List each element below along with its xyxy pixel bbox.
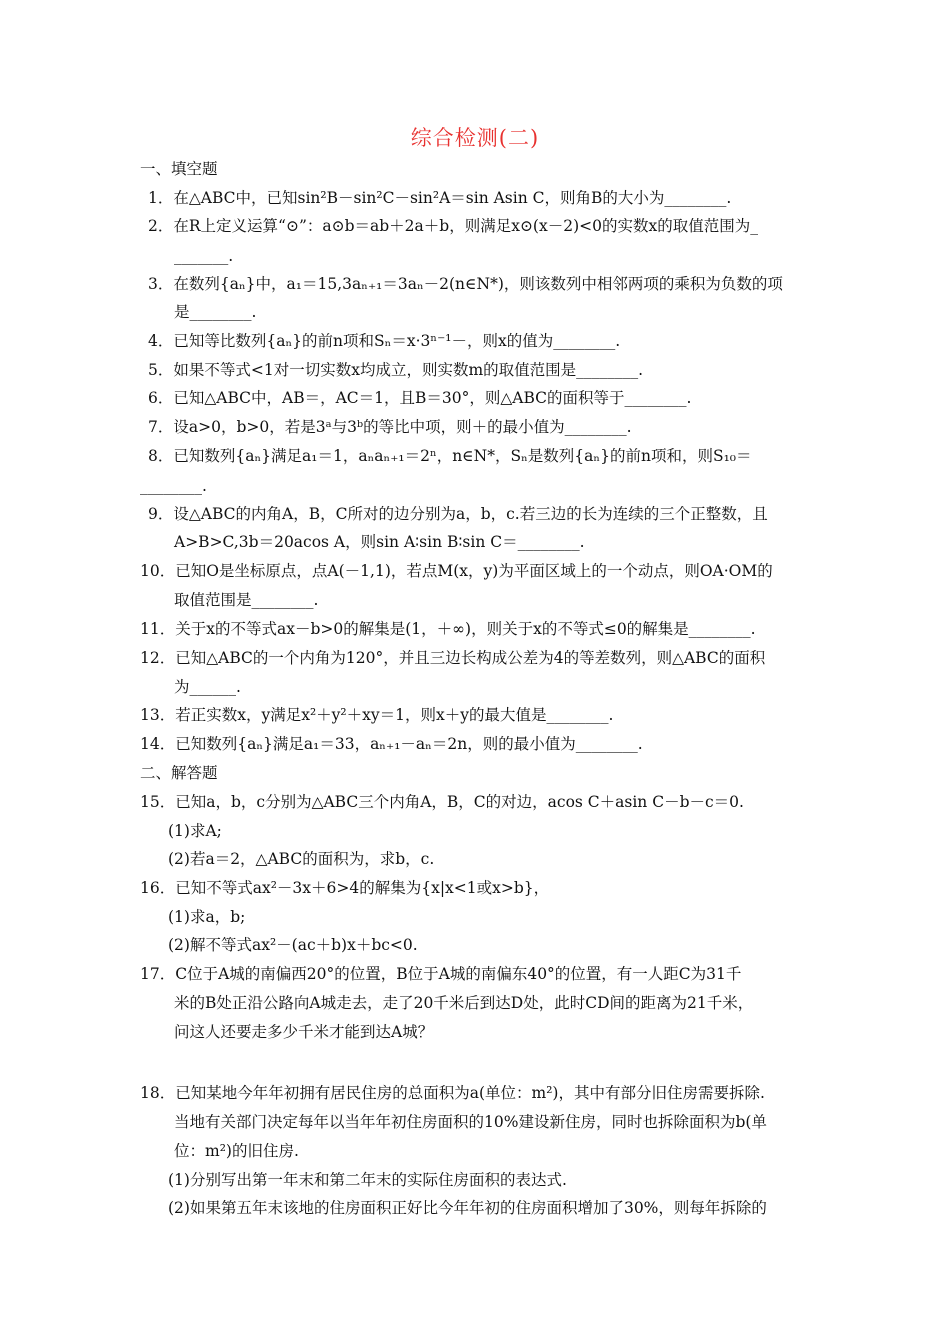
text-line-sec1: 一、填空题 [140,160,218,178]
text-line-q18e: (2)如果第五年末该地的住房面积正好比今年年初的住房面积增加了30%，则每年拆除的 [168,1199,767,1217]
text-line-q9b: A>B>C,3b＝20acos A，则sin A∶sin B∶sin C＝________. [174,533,585,551]
text-line-q3b: 是________. [174,303,257,321]
text-line-q8: 8．已知数列{aₙ}满足a₁＝1，aₙaₙ₊₁＝2ⁿ，n∈N*，Sₙ是数列{aₙ}的前n项和，则S₁₀＝ [148,447,752,465]
text-line-q1: 1．在△ABC中，已知sin²B－sin²C－sin²A＝sin Asin C，则角B的大小为________. [148,189,732,207]
text-line-q4: 4．已知等比数列{aₙ}的前n项和Sₙ＝x·3ⁿ⁻¹－，则x的值为________. [148,332,621,350]
text-line-q16b: (2)解不等式ax²－(ac＋b)x＋bc<0. [168,936,418,954]
text-line-q18b: 当地有关部门决定每年以当年年初住房面积的10%建设新住房，同时也拆除面积为b(单 [174,1113,767,1131]
text-line-q8b: ________. [140,477,207,495]
text-line-q5: 5．如果不等式<1对一切实数x均成立，则实数m的取值范围是________. [148,361,644,379]
text-line-q12b: 为______. [174,678,241,696]
text-line-q10: 10．已知O是坐标原点，点A(－1,1)，若点M(x，y)为平面区域上的一个动点，则OA·OM的 [140,562,773,580]
text-line-q17b: 米的B处正沿公路向A城走去，走了20千米后到达D处，此时CD间的距离为21千米， [174,994,754,1012]
text-line-q15b: (2)若a＝2，△ABC的面积为，求b，c. [168,850,435,868]
text-line-q18d: (1)分别写出第一年末和第二年末的实际住房面积的表达式. [168,1171,567,1189]
text-line-q11: 11．关于x的不等式ax－b>0的解集是(1，＋∞)，则关于x的不等式≤0的解集是________. [140,620,756,638]
text-line-q17c: 问这人还要走多少千米才能到达A城？ [174,1023,434,1041]
text-line-q18c: 位：m²)的旧住房. [174,1142,299,1160]
text-line-q16: 16．已知不等式ax²－3x＋6>4的解集为{x|x<1或x>b}， [140,879,550,897]
text-line-q13: 13．若正实数x，y满足x²＋y²＋xy＝1，则x＋y的最大值是________. [140,706,614,724]
text-line-q15: 15．已知a，b，c分别为△ABC三个内角A，B，C的对边，acos C＋asin C－b－c＝0. [140,793,744,811]
text-line-q9: 9．设△ABC的内角A，B，C所对的边分别为a，b，c.若三边的长为连续的三个正整数，且 [148,505,768,523]
text-line-q14: 14．已知数列{aₙ}满足a₁＝33，aₙ₊₁－aₙ＝2n，则的最小值为________. [140,735,643,753]
text-line-q3: 3．在数列{aₙ}中，a₁＝15,3aₙ₊₁＝3aₙ－2(n∈N*)，则该数列中相邻两项的乘积为负数的项 [148,275,783,293]
text-line-q2: 2．在R上定义运算“⊙”：a⊙b＝ab＋2a＋b，则满足x⊙(x－2)<0的实数x的取值范围为_ [148,217,758,235]
text-line-q12: 12．已知△ABC的一个内角为120°，并且三边长构成公差为4的等差数列，则△ABC的面积 [140,649,766,667]
text-line-q2b: _______. [174,247,234,265]
text-line-q15a: (1)求A; [168,822,222,840]
text-line-q18: 18．已知某地今年年初拥有居民住房的总面积为a(单位：m²)，其中有部分旧住房需要拆除. [140,1084,765,1102]
text-line-q7: 7．设a>0，b>0，若是3ᵃ与3ᵇ的等比中项，则＋的最小值为________. [148,418,632,436]
text-line-sec2: 二、解答题 [140,764,218,782]
page-title: 综合检测(二) [410,126,540,150]
text-line-q17: 17．C位于A城的南偏西20°的位置，B位于A城的南偏东40°的位置，有一人距C为31千 [140,965,742,983]
text-line-q6: 6．已知△ABC中，AB＝，AC＝1，且B＝30°，则△ABC的面积等于________. [148,389,692,407]
text-line-q16a: (1)求a，b; [168,908,246,926]
text-line-q10b: 取值范围是________. [174,591,319,609]
